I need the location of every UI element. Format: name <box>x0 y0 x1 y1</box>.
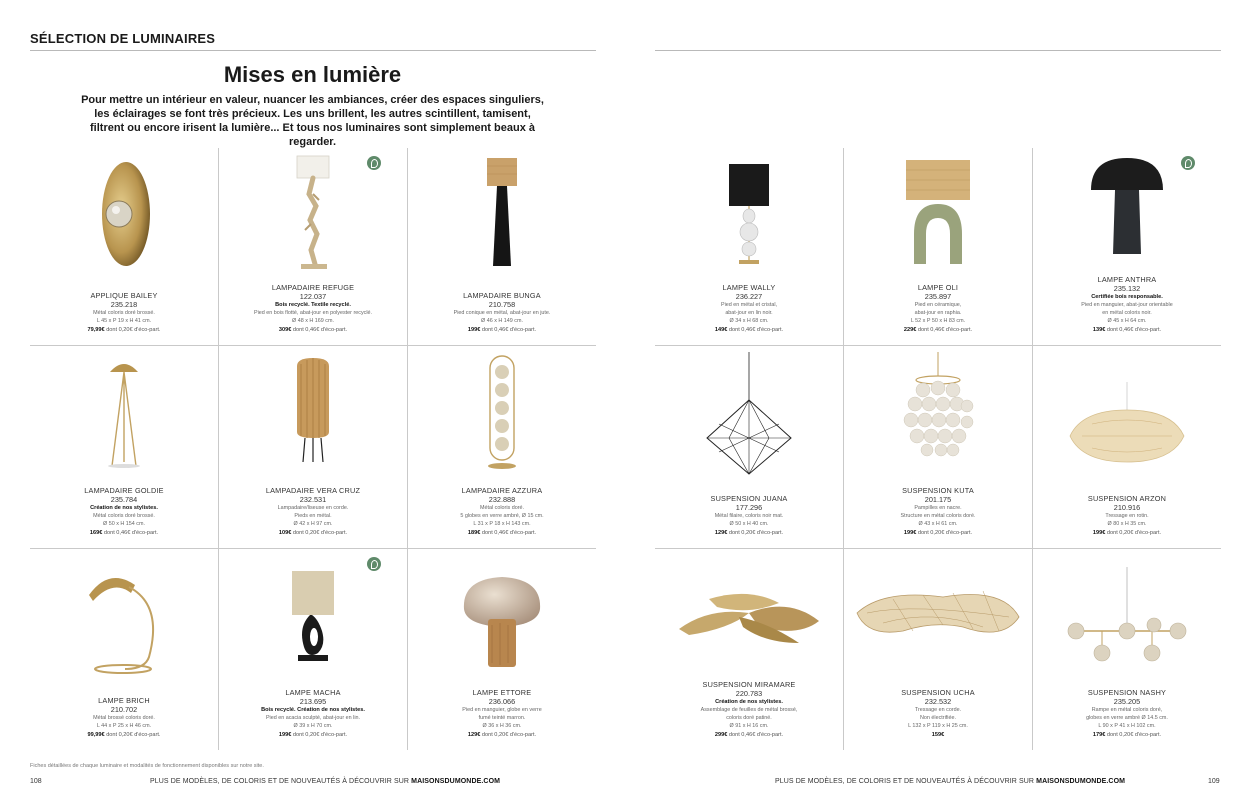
product-price: 159€ <box>931 732 945 738</box>
product-description: Pampilles en nacre. <box>914 505 962 511</box>
product-description: Rampe en métal coloris doré, <box>1091 707 1163 713</box>
product-name: LAMPE MACHA <box>285 688 341 697</box>
product-card-azzura[interactable] <box>408 346 596 548</box>
product-highlight: Bois recyclé. Textile recyclé. <box>275 302 351 308</box>
product-price-line <box>848 529 1028 538</box>
product-reference: 232.888 <box>488 495 516 504</box>
product-dimensions: L 90 x P 41 x H 102 cm. <box>1098 723 1156 729</box>
product-price-line <box>34 326 214 335</box>
driftwood-floor-lamp-icon <box>219 154 407 279</box>
eco-participation: dont 0,20€ d'éco-part. <box>291 530 348 536</box>
hero-intro: Pour mettre un intérieur en valeur, nuancer les ambiances, créer des espaces singuliers, les éclairages se font très précieux. Les uns brillent, les autres scintillent, tamisent, filtrent ou encore irisent la lumière... Et tous nos luminaires sont simplement beaux à regarder. <box>81 94 544 148</box>
hero-title: Mises en lumière <box>223 62 402 87</box>
arch-ceramic-lamp-icon <box>844 154 1032 279</box>
eco-participation: dont 0,46€ d'éco-part. <box>291 327 348 333</box>
product-reference: 220.783 <box>735 689 763 698</box>
product-description: Métal coloris doré brossé. <box>93 310 155 316</box>
product-name: SUSPENSION MIRAMARE <box>702 680 796 689</box>
product-description: Pied en manguier, globe en verre <box>462 707 542 713</box>
product-description: Lampadaire/liseuse en corde. <box>277 505 349 511</box>
product-price-line <box>659 529 839 538</box>
product-description: Pied conique en métal, abat-jour en jute. <box>453 310 551 316</box>
product-dimensions: L 52 x P 50 x H 83 cm. <box>910 318 966 324</box>
footer-promo-text: PLUS DE MODÈLES, DE COLORIS ET DE NOUVEAUTÉS À DÉCOUVRIR SUR <box>775 778 1037 785</box>
product-price: 129€ <box>714 530 728 536</box>
product-name: SUSPENSION KUTA <box>902 486 974 495</box>
product-description: Métal brossé coloris doré. <box>93 715 155 721</box>
top-rule <box>655 50 1221 51</box>
product-name: SUSPENSION NASHY <box>1087 688 1167 697</box>
rattan-pendant-icon <box>1033 352 1221 477</box>
product-dimensions: Ø 46 x H 149 cm. <box>481 318 523 324</box>
product-price: 169€ <box>89 530 103 536</box>
footnote: Fiches détaillées de chaque luminaire et modalités de fonctionnement disponibles sur notre site. <box>30 763 264 769</box>
product-price: 79,99€ <box>87 327 105 333</box>
product-price-line <box>1037 529 1217 538</box>
product-reference: 210.916 <box>1113 503 1141 512</box>
product-name: LAMPE WALLY <box>722 283 776 292</box>
product-description: coloris doré patiné. <box>726 715 772 721</box>
product-price: 109€ <box>278 530 292 536</box>
product-price: 189€ <box>467 530 481 536</box>
product-description: Pieds en métal. <box>294 513 332 519</box>
product-description: Pied en acacia sculpté, abat-jour en lin. <box>265 715 361 721</box>
product-card-bailey[interactable] <box>30 148 218 345</box>
product-description: Tressage en corde. <box>914 707 962 713</box>
product-card-refuge[interactable] <box>219 148 407 345</box>
wire-pendant-icon <box>655 352 843 477</box>
product-description: Assemblage de feuilles de métal brossé, <box>700 707 798 713</box>
product-name: LAMPADAIRE REFUGE <box>271 283 355 292</box>
product-highlight: Bois recyclé. Création de nos stylistes. <box>261 707 365 713</box>
product-description: en métal coloris noir. <box>1102 310 1152 316</box>
sculpted-table-lamp-icon <box>219 555 407 680</box>
product-dimensions: L 44 x P 25 x H 46 cm. <box>96 723 152 729</box>
product-price-line <box>34 529 214 538</box>
product-name: LAMPE BRICH <box>98 696 150 705</box>
product-price: 299€ <box>714 732 728 738</box>
product-card-nashy[interactable] <box>1033 549 1221 750</box>
product-reference: 210.702 <box>110 705 138 714</box>
product-card-juana[interactable] <box>655 346 843 548</box>
product-reference: 235.784 <box>110 495 138 504</box>
footer-promo-text: PLUS DE MODÈLES, DE COLORIS ET DE NOUVEAUTÉS À DÉCOUVRIR SUR <box>150 778 412 785</box>
product-name: LAMPE ANTHRA <box>1097 275 1157 284</box>
product-dimensions: Ø 48 x H 169 cm. <box>292 318 334 324</box>
product-name: LAMPE ETTORE <box>472 688 532 697</box>
page-number: 108 <box>30 778 42 785</box>
product-card-ettore[interactable] <box>408 549 596 750</box>
product-dimensions: L 132 x P 119 x H 25 cm. <box>908 723 968 729</box>
product-price-line <box>412 731 592 740</box>
product-card-vera-cruz[interactable] <box>219 346 407 548</box>
product-reference: 235.132 <box>1113 284 1141 293</box>
arc-table-lamp-icon <box>30 565 218 690</box>
product-name: SUSPENSION UCHA <box>901 688 975 697</box>
eco-participation: dont 0,46€ d'éco-part. <box>727 732 784 738</box>
product-description: Pied en bois flotté, abat-jour en polyester recyclé. <box>253 310 373 316</box>
section-title: SÉLECTION DE LUMINAIRES <box>30 31 216 46</box>
product-name: SUSPENSION JUANA <box>710 494 788 503</box>
product-price: 149€ <box>714 327 728 333</box>
product-price-line <box>223 326 403 335</box>
page-number: 109 <box>1208 778 1220 785</box>
product-dimensions: Ø 50 x H 154 cm. <box>103 521 145 527</box>
product-description: Pied en manguier, abat-jour orientable <box>1081 302 1173 308</box>
product-description: Métal filaire, coloris noir mat. <box>714 513 784 519</box>
product-reference: 236.227 <box>735 292 763 301</box>
cone-floor-lamp-icon <box>408 154 596 279</box>
product-price: 199€ <box>1092 530 1106 536</box>
product-price: 229€ <box>903 327 917 333</box>
crystal-table-lamp-icon <box>655 154 843 279</box>
product-price: 179€ <box>1092 732 1106 738</box>
footer-promo <box>150 778 500 785</box>
footer-promo <box>775 778 1125 785</box>
product-price: 199€ <box>278 732 292 738</box>
product-description: abat-jour en raphia. <box>914 310 962 316</box>
footer-website-link[interactable]: MAISONSDUMONDE.COM <box>411 778 501 785</box>
globe-chandelier-icon <box>1033 555 1221 680</box>
product-card-miramare[interactable] <box>655 549 843 750</box>
eco-participation: dont 0,20€ d'éco-part. <box>916 530 973 536</box>
product-dimensions: Ø 36 x H 36 cm. <box>482 723 522 729</box>
product-price-line <box>848 731 1028 740</box>
product-description: Non électrifiée. <box>920 715 956 721</box>
product-reference: 213.695 <box>299 697 327 706</box>
product-price: 199€ <box>903 530 917 536</box>
product-price-line <box>223 731 403 740</box>
footer-website-link[interactable]: MAISONSDUMONDE.COM <box>1036 778 1126 785</box>
eco-participation: dont 0,20€ d'éco-part. <box>727 530 784 536</box>
product-card-goldie[interactable] <box>30 346 218 548</box>
product-price: 139€ <box>1092 327 1106 333</box>
product-highlight: Certifiée bois responsable. <box>1091 294 1163 300</box>
product-description: Pied en céramique, <box>914 302 962 308</box>
product-grid-left <box>30 148 596 750</box>
product-name: LAMPADAIRE BUNGA <box>463 291 541 300</box>
eco-participation: dont 0,46€ d'éco-part. <box>916 327 973 333</box>
product-name: LAMPE OLI <box>917 283 959 292</box>
product-reference: 235.218 <box>110 300 138 309</box>
eco-participation: dont 0,46€ d'éco-part. <box>102 530 159 536</box>
product-grid-right <box>655 148 1221 750</box>
product-price-line <box>412 529 592 538</box>
product-name: LAMPADAIRE VERA CRUZ <box>265 486 361 495</box>
product-price-line <box>1037 326 1217 335</box>
product-card-brich[interactable] <box>30 549 218 750</box>
eco-participation: dont 0,20€ d'éco-part. <box>1105 732 1162 738</box>
product-price-line <box>659 326 839 335</box>
mushroom-glass-lamp-icon <box>408 569 596 694</box>
eco-participation: dont 0,46€ d'éco-part. <box>480 327 537 333</box>
eco-participation: dont 0,20€ d'éco-part. <box>1105 530 1162 536</box>
product-card-macha[interactable] <box>219 549 407 750</box>
eco-participation: dont 0,46€ d'éco-part. <box>480 530 537 536</box>
eco-participation: dont 0,20€ d'éco-part. <box>480 732 537 738</box>
mushroom-black-lamp-icon <box>1033 154 1221 279</box>
product-price: 199€ <box>467 327 481 333</box>
product-dimensions: L 45 x P 19 x H 41 cm. <box>96 318 152 324</box>
eco-participation: dont 0,20€ d'éco-part. <box>291 732 348 738</box>
product-dimensions: Ø 42 x H 97 cm. <box>293 521 333 527</box>
product-card-oli[interactable] <box>844 148 1032 345</box>
product-name: LAMPADAIRE AZZURA <box>461 486 543 495</box>
product-price-line <box>412 326 592 335</box>
product-dimensions: Ø 50 x H 40 cm. <box>729 521 769 527</box>
product-description: Métal coloris doré brossé. <box>93 513 155 519</box>
product-reference: 236.066 <box>488 697 516 706</box>
product-price: 129€ <box>467 732 481 738</box>
product-highlight: Création de nos stylistes. <box>715 699 783 705</box>
product-reference: 235.897 <box>924 292 952 301</box>
rope-floor-lamp-icon <box>219 352 407 477</box>
product-price-line <box>1037 731 1217 740</box>
product-card-ucha[interactable] <box>844 549 1032 750</box>
product-description: Structure en métal coloris doré. <box>900 513 976 519</box>
product-dimensions: Ø 34 x H 68 cm. <box>729 318 769 324</box>
product-price-line <box>223 529 403 538</box>
product-dimensions: Ø 43 x H 61 cm. <box>918 521 958 527</box>
eco-participation: dont 0,20€ d'éco-part. <box>104 327 161 333</box>
product-reference: 232.531 <box>299 495 327 504</box>
product-dimensions: Ø 39 x H 70 cm. <box>293 723 333 729</box>
product-name: LAMPADAIRE GOLDIE <box>84 486 164 495</box>
product-reference: 235.205 <box>1113 697 1141 706</box>
eco-participation: dont 0,20€ d'éco-part. <box>104 732 161 738</box>
product-card-bunga[interactable] <box>408 148 596 345</box>
product-description: Métal coloris doré. <box>479 505 525 511</box>
product-price-line <box>848 326 1028 335</box>
product-price: 99,99€ <box>87 732 105 738</box>
product-dimensions: Ø 80 x H 35 cm. <box>1107 521 1147 527</box>
product-reference: 232.532 <box>924 697 952 706</box>
product-dimensions: Ø 91 x H 16 cm. <box>729 723 769 729</box>
product-card-wally[interactable] <box>655 148 843 345</box>
right-page <box>625 0 1250 803</box>
shell-pendant-icon <box>844 352 1032 477</box>
eco-participation: dont 0,46€ d'éco-part. <box>1105 327 1162 333</box>
eco-participation: dont 0,46€ d'éco-part. <box>727 327 784 333</box>
product-reference: 201.175 <box>924 495 952 504</box>
product-card-anthra[interactable] <box>1033 148 1221 345</box>
product-dimensions: Ø 45 x H 64 cm. <box>1107 318 1147 324</box>
product-dimensions: L 31 x P 18 x H 143 cm. <box>473 521 531 527</box>
tripod-floor-lamp-icon <box>30 352 218 477</box>
product-name: SUSPENSION ARZON <box>1087 494 1167 503</box>
product-reference: 122.037 <box>299 292 327 301</box>
product-description: Tressage en rotin. <box>1105 513 1149 519</box>
product-reference: 177.296 <box>735 503 763 512</box>
product-card-arzon[interactable] <box>1033 346 1221 548</box>
top-rule <box>30 50 596 51</box>
product-reference: 210.758 <box>488 300 516 309</box>
product-highlight: Création de nos stylistes. <box>90 505 158 511</box>
product-description: fumé teinté marron. <box>478 715 526 721</box>
product-price: 309€ <box>278 327 292 333</box>
product-price-line <box>659 731 839 740</box>
product-description: abat-jour en lin noir. <box>725 310 773 316</box>
product-name: APPLIQUE BAILEY <box>90 291 158 300</box>
product-description: Pied en métal et cristal, <box>720 302 778 308</box>
product-description: 5 globes en verre ambré, Ø 15 cm. <box>460 513 544 519</box>
wall-light-icon <box>30 154 218 279</box>
product-card-kuta[interactable] <box>844 346 1032 548</box>
globe-floor-lamp-icon <box>408 352 596 477</box>
product-price-line <box>34 731 214 740</box>
product-description: globes en verre ambré Ø 14.5 cm. <box>1086 715 1168 721</box>
